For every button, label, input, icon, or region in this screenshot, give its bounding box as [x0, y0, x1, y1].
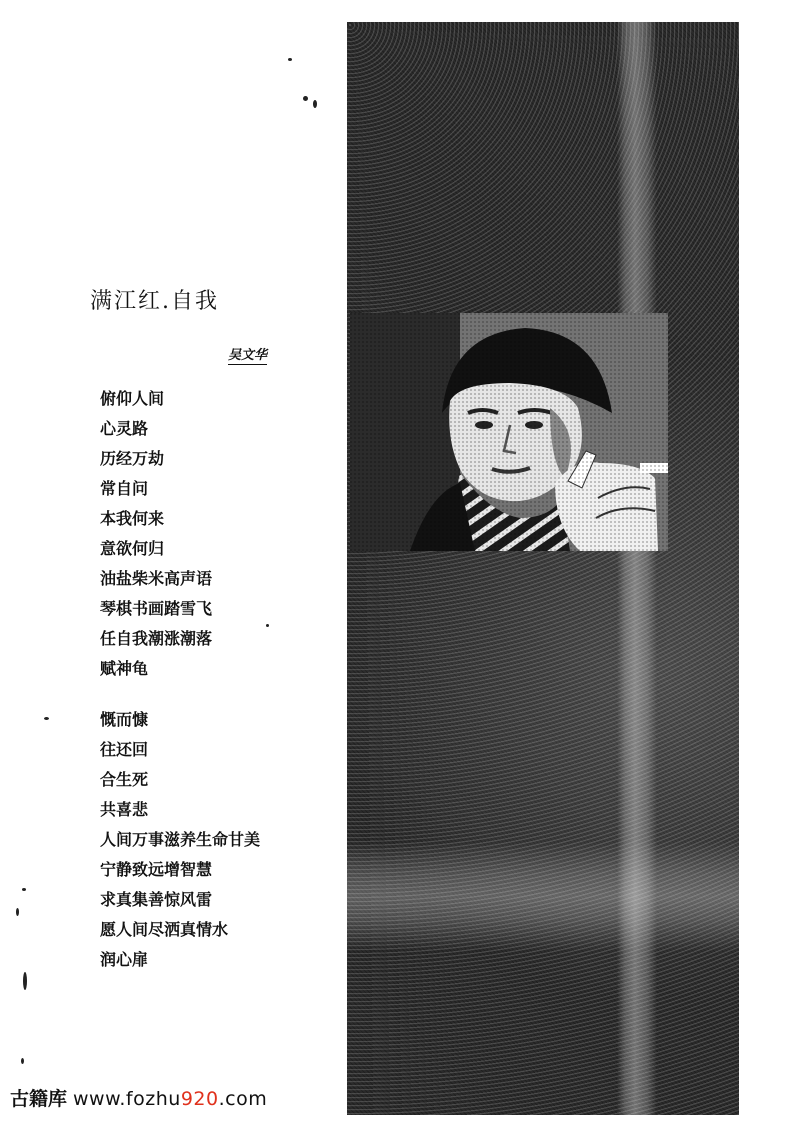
poem-line: 心灵路	[100, 419, 149, 438]
poem-line: 任自我潮涨潮落	[100, 629, 213, 648]
footer-url-number: 920	[180, 1088, 219, 1110]
stanza-2	[100, 705, 260, 975]
poem-line: 常自问	[100, 479, 149, 498]
footer-url-suffix: .com	[218, 1088, 268, 1110]
poem-line: 赋神龟	[100, 659, 149, 678]
photo-panel	[347, 22, 739, 1115]
scan-speck	[266, 624, 269, 627]
scan-speck	[16, 908, 19, 916]
poem-line: 琴棋书画踏雪飞	[100, 599, 213, 618]
footer-url[interactable]	[73, 1088, 267, 1110]
scan-speck	[21, 1058, 24, 1064]
poem-line: 润心扉	[100, 950, 149, 969]
scan-speck	[22, 888, 26, 891]
scan-speck	[23, 972, 27, 990]
poem-title: 满江红.自我	[90, 289, 219, 314]
poem-line: 慨而慷	[100, 710, 149, 729]
poem-line: 宁静致远增智慧	[100, 860, 213, 879]
poem-line: 往还回	[100, 740, 149, 759]
stanza-1	[100, 384, 212, 684]
poem-author: 吴文华	[228, 344, 267, 365]
portrait-photo	[350, 313, 668, 551]
footer-watermark	[10, 1084, 267, 1111]
poem-line: 求真集善惊风雷	[100, 890, 213, 909]
scan-speck	[303, 96, 308, 101]
scan-speck	[313, 100, 317, 108]
poem-line: 俯仰人间	[100, 389, 165, 408]
poem-line: 本我何来	[100, 509, 165, 528]
footer-url-prefix: www.fozhu	[73, 1088, 181, 1110]
poem-line: 愿人间尽洒真情水	[100, 920, 229, 939]
poem-line: 历经万劫	[100, 449, 165, 468]
scan-speck	[44, 717, 49, 720]
poem-line: 合生死	[100, 770, 149, 789]
poem-line: 人间万事滋养生命甘美	[100, 830, 261, 849]
footer-site-name: 古籍库	[10, 1088, 68, 1110]
poem-line: 共喜悲	[100, 800, 149, 819]
poem-line: 意欲何归	[100, 539, 165, 558]
poem-line: 油盐柴米高声语	[100, 569, 213, 588]
scan-speck	[288, 58, 292, 61]
